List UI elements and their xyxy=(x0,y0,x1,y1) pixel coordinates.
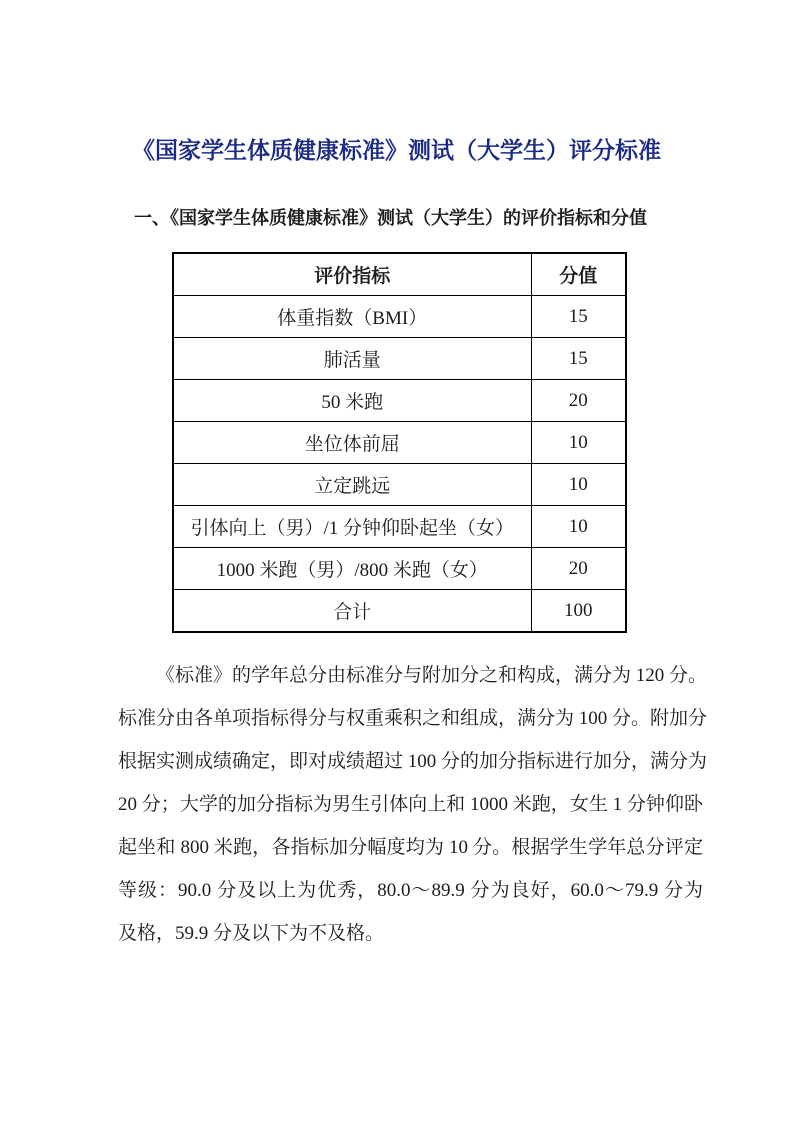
paragraph-line: 根据实测成绩确定，即对成绩超过 100 分的加分指标进行加分，满分为 xyxy=(118,751,708,772)
column-header-score: 分值 xyxy=(531,253,626,296)
document-title: 《国家学生体质健康标准》测试（大学生）评分标准 xyxy=(132,138,661,164)
section-heading: 一、《国家学生体质健康标准》测试（大学生）的评价指标和分值 xyxy=(134,208,647,228)
column-header-indicator: 评价指标 xyxy=(173,253,531,296)
indicator-cell: 引体向上（男）/1 分钟仰卧起坐（女） xyxy=(173,506,531,548)
indicator-cell: 体重指数（BMI） xyxy=(173,296,531,338)
indicator-cell: 坐位体前屈 xyxy=(173,422,531,464)
score-cell: 15 xyxy=(531,338,626,380)
indicator-cell-total: 合计 xyxy=(173,590,531,633)
table-header-row xyxy=(173,253,626,296)
body-paragraph xyxy=(118,654,708,955)
paragraph-line: 《标准》的学年总分由标准分与附加分之和构成，满分为 120 分。 xyxy=(156,665,708,686)
score-cell: 10 xyxy=(531,506,626,548)
score-cell: 10 xyxy=(531,464,626,506)
score-cell: 15 xyxy=(531,296,626,338)
paragraph-line: 标准分由各单项指标得分与权重乘积之和组成，满分为 100 分。附加分 xyxy=(118,708,708,729)
table-row xyxy=(173,506,626,548)
table-row-total xyxy=(173,590,626,633)
indicator-cell: 1000 米跑（男）/800 米跑（女） xyxy=(173,548,531,590)
table-row xyxy=(173,422,626,464)
paragraph-line: 20 分；大学的加分指标为男生引体向上和 1000 米跑，女生 1 分钟仰卧 xyxy=(118,794,703,815)
score-table xyxy=(172,252,627,633)
paragraph-line: 及格，59.9 分及以下为不及格。 xyxy=(118,923,385,944)
paragraph-line: 等级：90.0 分及以上为优秀，80.0～89.9 分为良好，60.0～79.9 分为 xyxy=(118,880,703,901)
table-row xyxy=(173,548,626,590)
table-row xyxy=(173,338,626,380)
score-cell: 20 xyxy=(531,380,626,422)
indicator-cell: 立定跳远 xyxy=(173,464,531,506)
score-cell: 20 xyxy=(531,548,626,590)
paragraph-line: 起坐和 800 米跑，各指标加分幅度均为 10 分。根据学生学年总分评定 xyxy=(118,837,703,858)
table-row xyxy=(173,464,626,506)
indicator-cell: 肺活量 xyxy=(173,338,531,380)
indicator-cell: 50 米跑 xyxy=(173,380,531,422)
score-cell: 10 xyxy=(531,422,626,464)
score-cell-total: 100 xyxy=(531,590,626,633)
table-row xyxy=(173,380,626,422)
table-row xyxy=(173,296,626,338)
